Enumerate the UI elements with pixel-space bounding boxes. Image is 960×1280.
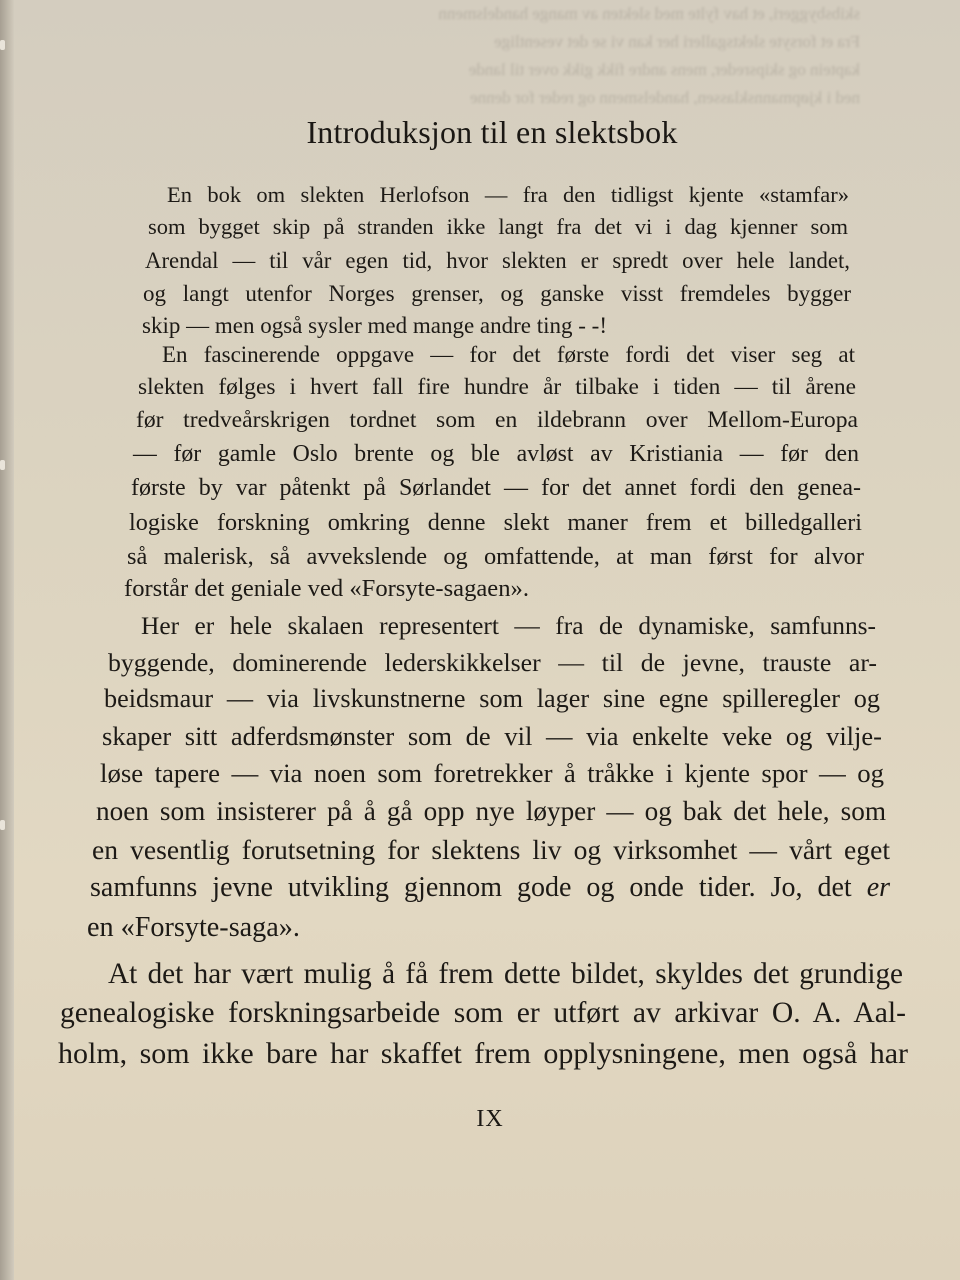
bleed-line: skibsbyggeri, et hav fylte med slekten av mange handelsmenn [438,4,860,23]
page-number: IX [476,1106,504,1132]
text-line: genealogiske forskningsarbeide som er utført av arkivar O. A. Aal- [60,997,906,1029]
binding-mark [0,820,5,830]
text-line: beidsmaur — via livskunstnerne som lager sine egne spilleregler og [104,684,880,713]
bleed-line: kaptein og skipsreder, mens andre fikk gikk over til lande [468,60,860,79]
text-line: En fascinerende oppgave — for det første fordi det viser seg at [162,342,855,367]
text-line [90,872,890,904]
text-line: logiske forskning omkring denne slekt maner frem et billedgalleri [129,509,862,536]
text-line: slekten følges i hvert fall fire hundre år tilbake i tiden — til årene [138,374,856,400]
text-line: skaper sitt adferdsmønster som de vil — via enkelte veke og vilje- [102,721,882,751]
bleed-through-text [160,0,860,110]
binding-mark [0,40,5,50]
text-line: Arendal — til vår egen tid, hvor slekten er spredt over hele landet, [145,248,850,273]
text-line: holm, som ikke bare har skaffet frem opplysningene, men også har [58,1037,908,1070]
chapter-title: Introduksjon til en slektsbok [306,114,678,150]
text-line: — før gamle Oslo brente og ble avløst av Kristiania — før den [133,441,859,467]
text-line: byggende, dominerende lederskikkelser — til de jevne, trauste ar- [108,648,877,677]
text-line: en «Forsyte-saga». [87,912,300,943]
text-line: noen som insisterer på å gå opp nye løyper — og bak det hele, som [96,796,886,826]
text-line: som bygget skip på stranden ikke langt fra det vi i dag kjenner som [148,214,848,239]
text-line: første by var påtenkt på Sørlandet — for det annet fordi den genea- [131,475,861,501]
text-line: Her er hele skalaen representert — fra de dynamiske, samfunns- [141,612,876,640]
text-line: En bok om slekten Herlofson — fra den tidligst kjente «stamfar» [167,182,849,207]
binding-mark [0,460,5,470]
page-gutter [0,0,14,1280]
text-line: forstår det geniale ved «Forsyte-sagaen». [124,575,529,602]
emphasis-word: er [866,872,891,903]
text-line: skip — men også sysler med mange andre ting - -! [142,313,607,338]
text-line: en vesentlig forutsetning for slektens liv og virksomhet — vårt eget [92,834,890,865]
text-line: så malerisk, så avvekslende og omfattende, at man først for alvor [127,543,864,570]
text-line: og langt utenfor Norges grenser, og ganske visst fremdeles bygger [143,281,851,306]
bleed-line: ned i kjøpmannsklassen, handelsmenn og reder for denne [470,88,860,107]
bleed-line: Fra et forsyte slektsgalleri her kan vi se det vesentlige [494,32,860,51]
text-line: At det har vært mulig å få frem dette bildet, skyldes det grundige [108,958,903,990]
text-line-content: samfunns jevne utvikling gjennom gode og onde tider. Jo, det [90,872,852,903]
text-line: løse tapere — via noen som foretrekker å tråkke i kjente spor — og [100,758,884,788]
text-line: før tredveårskrigen tordnet som en ildebrann over Mellom-Europa [136,407,858,433]
